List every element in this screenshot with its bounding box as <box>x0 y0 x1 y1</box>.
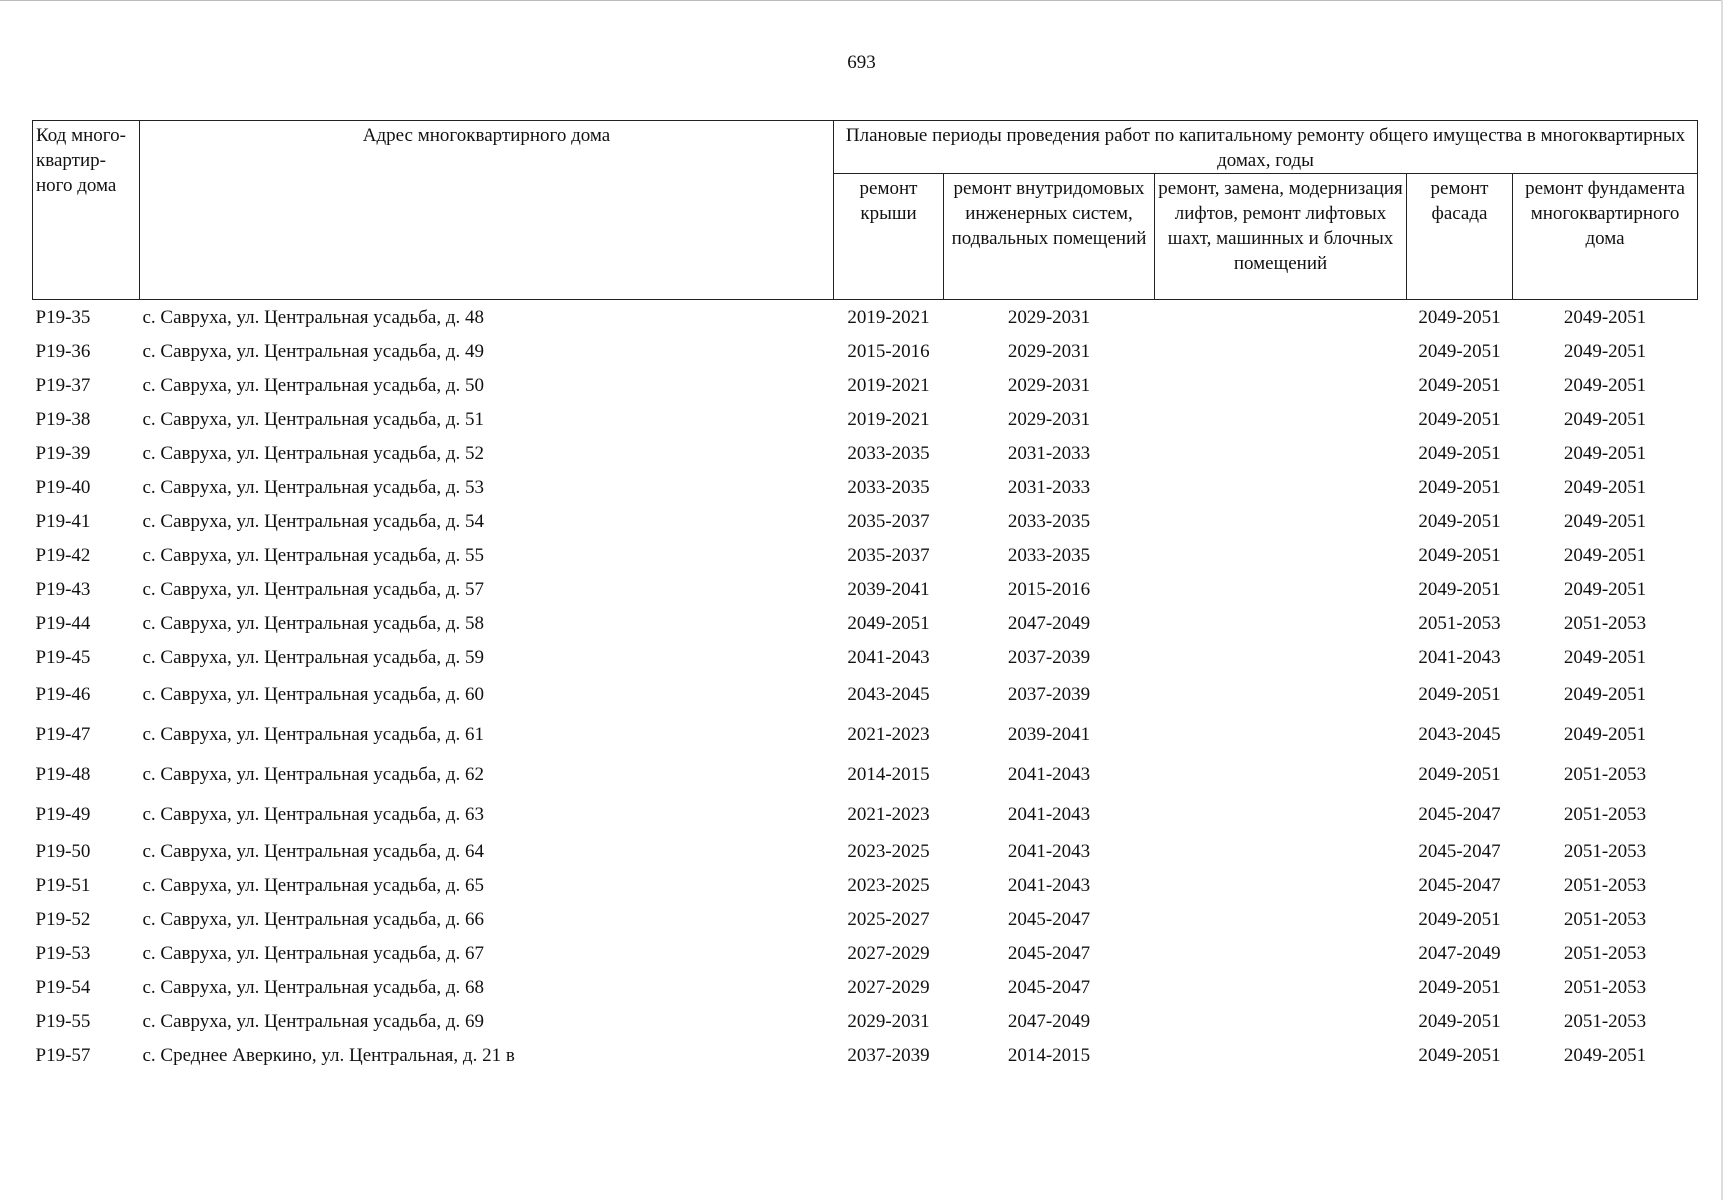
cell-code: Р19-57 <box>35 1044 91 1066</box>
cell-foundation: 2049-2051 <box>1563 306 1647 328</box>
cell-foundation: 2051-2053 <box>1563 840 1647 862</box>
cell-roof: 2023-2025 <box>847 840 930 862</box>
cell-code: Р19-51 <box>35 874 91 896</box>
cell-roof: 2041-2043 <box>847 646 930 668</box>
table-row <box>33 936 1698 970</box>
cell-roof: 2014-2015 <box>847 763 930 785</box>
cell-code: Р19-40 <box>35 476 91 498</box>
cell-address: с. Савруха, ул. Центральная усадьба, д. 54 <box>142 510 484 532</box>
cell-roof: 2043-2045 <box>847 683 930 705</box>
cell-roof: 2033-2035 <box>847 442 930 464</box>
cell-elevators <box>1155 794 1407 834</box>
cell-roof: 2019-2021 <box>847 306 930 328</box>
table-row <box>33 674 1698 714</box>
cell-facade: 2043-2045 <box>1418 723 1501 745</box>
cell-facade: 2045-2047 <box>1418 803 1501 825</box>
cell-roof: 2019-2021 <box>847 408 930 430</box>
cell-address: с. Савруха, ул. Центральная усадьба, д. 55 <box>142 544 484 566</box>
cell-code: Р19-36 <box>35 340 91 362</box>
table-row <box>33 470 1698 504</box>
cell-engineering: 2031-2033 <box>1007 476 1091 498</box>
cell-elevators <box>1155 300 1407 335</box>
cell-facade: 2049-2051 <box>1418 374 1501 396</box>
cell-engineering: 2047-2049 <box>1007 612 1091 634</box>
cell-address: с. Среднее Аверкино, ул. Центральная, д. 21 в <box>142 1044 515 1066</box>
cell-elevators <box>1155 674 1407 714</box>
table-row <box>33 504 1698 538</box>
table-row <box>33 436 1698 470</box>
cell-foundation: 2049-2051 <box>1563 476 1647 498</box>
cell-facade: 2045-2047 <box>1418 874 1501 896</box>
cell-engineering: 2033-2035 <box>1007 510 1091 532</box>
cell-code: Р19-44 <box>35 612 91 634</box>
cell-address: с. Савруха, ул. Центральная усадьба, д. 63 <box>142 803 484 825</box>
cell-foundation: 2049-2051 <box>1563 442 1647 464</box>
cell-address: с. Савруха, ул. Центральная усадьба, д. 62 <box>142 763 484 785</box>
cell-foundation: 2051-2053 <box>1563 942 1647 964</box>
cell-elevators <box>1155 640 1407 674</box>
cell-elevators <box>1155 572 1407 606</box>
cell-code: Р19-43 <box>35 578 91 600</box>
cell-facade: 2049-2051 <box>1418 1010 1501 1032</box>
cell-code: Р19-46 <box>35 683 91 705</box>
cell-facade: 2049-2051 <box>1418 510 1501 532</box>
cell-facade: 2045-2047 <box>1418 840 1501 862</box>
cell-address: с. Савруха, ул. Центральная усадьба, д. 52 <box>142 442 484 464</box>
cell-engineering: 2029-2031 <box>1007 408 1091 430</box>
cell-engineering: 2015-2016 <box>1007 578 1091 600</box>
table-row <box>33 834 1698 868</box>
cell-facade: 2049-2051 <box>1418 763 1501 785</box>
table-row <box>33 300 1698 335</box>
cell-code: Р19-52 <box>35 908 91 930</box>
cell-code: Р19-39 <box>35 442 91 464</box>
table-row <box>33 640 1698 674</box>
cell-engineering: 2041-2043 <box>1007 763 1091 785</box>
cell-engineering: 2041-2043 <box>1007 874 1091 896</box>
cell-foundation: 2051-2053 <box>1563 1010 1647 1032</box>
table-row <box>33 572 1698 606</box>
cell-code: Р19-55 <box>35 1010 91 1032</box>
cell-code: Р19-38 <box>35 408 91 430</box>
cell-foundation: 2049-2051 <box>1563 374 1647 396</box>
cell-address: с. Савруха, ул. Центральная усадьба, д. 61 <box>142 723 484 745</box>
header-address: Адрес многоквартирного дома <box>140 121 834 300</box>
cell-roof: 2023-2025 <box>847 874 930 896</box>
cell-foundation: 2049-2051 <box>1563 340 1647 362</box>
cell-foundation: 2049-2051 <box>1563 510 1647 532</box>
cell-roof: 2033-2035 <box>847 476 930 498</box>
cell-elevators <box>1155 1038 1407 1072</box>
page-number: 693 <box>847 52 876 73</box>
cell-foundation: 2049-2051 <box>1563 544 1647 566</box>
cell-foundation: 2051-2053 <box>1563 908 1647 930</box>
cell-engineering: 2041-2043 <box>1007 803 1091 825</box>
cell-address: с. Савруха, ул. Центральная усадьба, д. 58 <box>142 612 484 634</box>
table-row <box>33 606 1698 640</box>
table-row <box>33 334 1698 368</box>
cell-foundation: 2049-2051 <box>1563 408 1647 430</box>
cell-elevators <box>1155 868 1407 902</box>
cell-facade: 2049-2051 <box>1418 306 1501 328</box>
cell-code: Р19-53 <box>35 942 91 964</box>
table-row <box>33 402 1698 436</box>
cell-facade: 2041-2043 <box>1418 646 1501 668</box>
cell-facade: 2049-2051 <box>1418 476 1501 498</box>
cell-address: с. Савруха, ул. Центральная усадьба, д. 69 <box>142 1010 484 1032</box>
cell-foundation: 2049-2051 <box>1563 723 1647 745</box>
cell-elevators <box>1155 538 1407 572</box>
cell-code: Р19-41 <box>35 510 91 532</box>
cell-facade: 2049-2051 <box>1418 544 1501 566</box>
cell-facade: 2049-2051 <box>1418 408 1501 430</box>
cell-code: Р19-35 <box>35 306 91 328</box>
cell-roof: 2025-2027 <box>847 908 930 930</box>
table-row <box>33 368 1698 402</box>
cell-engineering: 2045-2047 <box>1007 942 1091 964</box>
cell-elevators <box>1155 368 1407 402</box>
cell-address: с. Савруха, ул. Центральная усадьба, д. 65 <box>142 874 484 896</box>
header-engineering: ремонт внутридомовых инженерных систем, подвальных помещений <box>944 174 1155 300</box>
cell-code: Р19-50 <box>35 840 91 862</box>
cell-roof: 2035-2037 <box>847 544 930 566</box>
cell-facade: 2049-2051 <box>1418 1044 1501 1066</box>
cell-engineering: 2029-2031 <box>1007 306 1091 328</box>
cell-code: Р19-45 <box>35 646 91 668</box>
cell-elevators <box>1155 936 1407 970</box>
cell-elevators <box>1155 334 1407 368</box>
cell-code: Р19-49 <box>35 803 91 825</box>
repair-schedule-table <box>32 120 1698 1072</box>
cell-engineering: 2014-2015 <box>1007 1044 1091 1066</box>
cell-elevators <box>1155 1004 1407 1038</box>
cell-address: с. Савруха, ул. Центральная усадьба, д. 49 <box>142 340 484 362</box>
cell-roof: 2019-2021 <box>847 374 930 396</box>
table-row <box>33 902 1698 936</box>
table-row <box>33 754 1698 794</box>
cell-foundation: 2051-2053 <box>1563 874 1647 896</box>
cell-address: с. Савруха, ул. Центральная усадьба, д. 57 <box>142 578 484 600</box>
cell-facade: 2049-2051 <box>1418 442 1501 464</box>
cell-elevators <box>1155 834 1407 868</box>
cell-code: Р19-42 <box>35 544 91 566</box>
table-row <box>33 970 1698 1004</box>
table-row <box>33 714 1698 754</box>
cell-address: с. Савруха, ул. Центральная усадьба, д. 64 <box>142 840 484 862</box>
header-roof: ремонт крыши <box>834 174 944 300</box>
cell-elevators <box>1155 436 1407 470</box>
table-body <box>33 300 1698 1073</box>
cell-elevators <box>1155 504 1407 538</box>
cell-engineering: 2037-2039 <box>1007 646 1091 668</box>
cell-engineering: 2045-2047 <box>1007 976 1091 998</box>
header-facade: ремонт фасада <box>1407 174 1513 300</box>
cell-address: с. Савруха, ул. Центральная усадьба, д. 48 <box>142 306 484 328</box>
cell-engineering: 2033-2035 <box>1007 544 1091 566</box>
cell-elevators <box>1155 470 1407 504</box>
cell-address: с. Савруха, ул. Центральная усадьба, д. 53 <box>142 476 484 498</box>
cell-engineering: 2039-2041 <box>1007 723 1091 745</box>
cell-roof: 2021-2023 <box>847 803 930 825</box>
cell-roof: 2015-2016 <box>847 340 930 362</box>
cell-address: с. Савруха, ул. Центральная усадьба, д. 67 <box>142 942 484 964</box>
cell-foundation: 2051-2053 <box>1563 803 1647 825</box>
header-elevators: ремонт, замена, модернизация лифтов, ремонт лифтовых шахт, машинных и блочных помещений <box>1155 174 1407 300</box>
cell-elevators <box>1155 714 1407 754</box>
cell-foundation: 2051-2053 <box>1563 763 1647 785</box>
cell-foundation: 2051-2053 <box>1563 976 1647 998</box>
cell-elevators <box>1155 606 1407 640</box>
cell-elevators <box>1155 902 1407 936</box>
cell-foundation: 2049-2051 <box>1563 578 1647 600</box>
cell-code: Р19-54 <box>35 976 91 998</box>
cell-roof: 2039-2041 <box>847 578 930 600</box>
table-row <box>33 1038 1698 1072</box>
cell-facade: 2049-2051 <box>1418 683 1501 705</box>
table-row <box>33 868 1698 902</box>
cell-roof: 2049-2051 <box>847 612 930 634</box>
header-group: Плановые периоды проведения работ по капитальному ремонту общего имущества в многоквартирных домах, годы <box>834 121 1698 174</box>
cell-facade: 2049-2051 <box>1418 976 1501 998</box>
cell-facade: 2049-2051 <box>1418 908 1501 930</box>
cell-roof: 2027-2029 <box>847 976 930 998</box>
cell-address: с. Савруха, ул. Центральная усадьба, д. 51 <box>142 408 484 430</box>
cell-roof: 2027-2029 <box>847 942 930 964</box>
cell-facade: 2047-2049 <box>1418 942 1501 964</box>
cell-elevators <box>1155 402 1407 436</box>
cell-engineering: 2041-2043 <box>1007 840 1091 862</box>
cell-facade: 2051-2053 <box>1418 612 1501 634</box>
cell-foundation: 2049-2051 <box>1563 646 1647 668</box>
cell-engineering: 2045-2047 <box>1007 908 1091 930</box>
cell-address: с. Савруха, ул. Центральная усадьба, д. 68 <box>142 976 484 998</box>
cell-address: с. Савруха, ул. Центральная усадьба, д. 59 <box>142 646 484 668</box>
cell-foundation: 2049-2051 <box>1563 683 1647 705</box>
cell-foundation: 2049-2051 <box>1563 1044 1647 1066</box>
cell-engineering: 2037-2039 <box>1007 683 1091 705</box>
table-header <box>33 121 1698 300</box>
cell-roof: 2037-2039 <box>847 1044 930 1066</box>
cell-facade: 2049-2051 <box>1418 578 1501 600</box>
cell-code: Р19-48 <box>35 763 91 785</box>
cell-engineering: 2029-2031 <box>1007 340 1091 362</box>
header-code: Код много-квартир-ного дома <box>33 121 140 300</box>
cell-address: с. Савруха, ул. Центральная усадьба, д. 66 <box>142 908 484 930</box>
cell-facade: 2049-2051 <box>1418 340 1501 362</box>
cell-engineering: 2031-2033 <box>1007 442 1091 464</box>
cell-roof: 2021-2023 <box>847 723 930 745</box>
cell-engineering: 2047-2049 <box>1007 1010 1091 1032</box>
cell-code: Р19-47 <box>35 723 91 745</box>
header-foundation: ремонт фундамента многоквартирного дома <box>1513 174 1698 300</box>
cell-address: с. Савруха, ул. Центральная усадьба, д. 50 <box>142 374 484 396</box>
cell-roof: 2029-2031 <box>847 1010 930 1032</box>
cell-roof: 2035-2037 <box>847 510 930 532</box>
cell-elevators <box>1155 970 1407 1004</box>
cell-code: Р19-37 <box>35 374 91 396</box>
cell-address: с. Савруха, ул. Центральная усадьба, д. 60 <box>142 683 484 705</box>
cell-engineering: 2029-2031 <box>1007 374 1091 396</box>
table-row <box>33 538 1698 572</box>
cell-foundation: 2051-2053 <box>1563 612 1647 634</box>
cell-elevators <box>1155 754 1407 794</box>
table-row <box>33 794 1698 834</box>
table-row <box>33 1004 1698 1038</box>
scan-edge-top <box>0 0 1723 1</box>
